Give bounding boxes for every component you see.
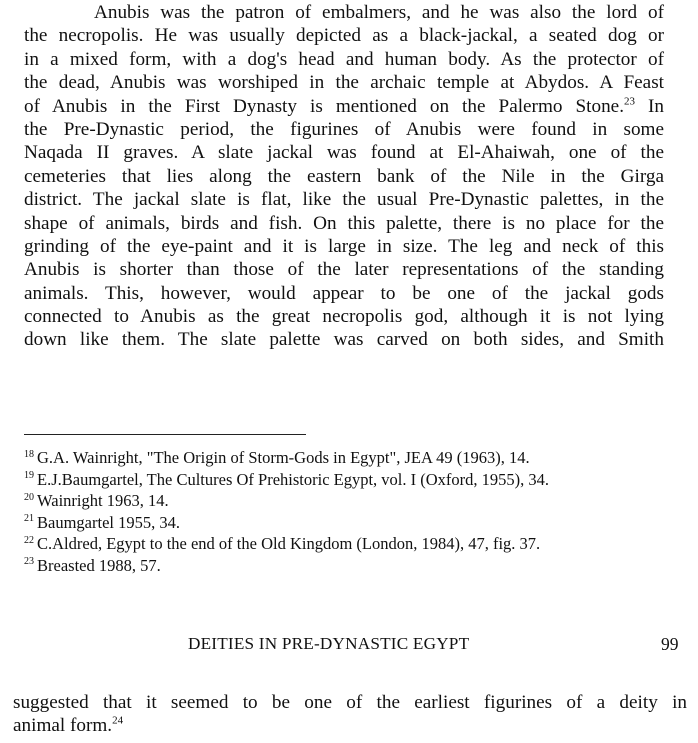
footnote-23	[24, 555, 684, 577]
footnotes	[24, 447, 684, 577]
footnote-separator	[24, 434, 306, 435]
footnote-text: Wainright 1963, 14.	[37, 491, 169, 511]
footnote-22	[24, 533, 684, 555]
paragraph-line: animals. This, however, would appear to be one of the jackal gods	[24, 282, 664, 304]
paragraph-line	[24, 95, 664, 118]
paragraph-line: cemeteries that lies along the eastern bank of the Nile in the Girga	[24, 165, 664, 187]
paragraph-line: connected to Anubis as the great necropolis god, although it is not lying	[24, 306, 664, 328]
footnote-text: Baumgartel 1955, 34.	[37, 512, 180, 532]
footnote-19	[24, 469, 684, 491]
footnote-number: 21	[24, 513, 34, 525]
footnote-text: E.J.Baumgartel, The Cultures Of Prehistoric Egypt, vol. I (Oxford, 1955), 34.	[37, 469, 550, 489]
paragraph-line: in a mixed form, with a dog's head and human body. As the protector of	[24, 48, 664, 70]
footnote-20	[24, 490, 684, 512]
footnote-text: G.A. Wainright, "The Origin of Storm-Gods in Egypt", JEA 49 (1963), 14.	[37, 448, 530, 467]
page-number: 99	[661, 634, 679, 654]
continuation-paragraph	[13, 691, 687, 738]
paragraph-line: district. The jackal slate is flat, like the usual Pre-Dynastic palettes, in the	[24, 189, 664, 211]
footnote-number: 18	[24, 448, 34, 460]
footnote-number: 22	[24, 534, 34, 546]
footnote-21	[24, 512, 684, 534]
footnote-reference: 23	[624, 95, 635, 108]
paragraph-line: the dead, Anubis was worshiped in the archaic temple at Abydos. A Feast	[24, 72, 664, 94]
paragraph-line: the Pre-Dynastic period, the figurines of Anubis were found in some	[24, 118, 664, 140]
paragraph-line: down like them. The slate palette was carved on both sides, and Smith	[24, 329, 664, 351]
running-head: DEITIES IN PRE-DYNASTIC EGYPT	[188, 634, 470, 653]
footnote-text: C.Aldred, Egypt to the end of the Old Kingdom (London, 1984), 47, fig. 37.	[37, 534, 541, 554]
main-paragraph	[24, 1, 664, 352]
paragraph-line: Naqada II graves. A slate jackal was found at El-Ahaiwah, one of the	[24, 142, 664, 164]
footnote-18	[24, 447, 684, 469]
footnote-text: Breasted 1988, 57.	[37, 555, 161, 575]
paragraph-line: the necropolis. He was usually depicted as a black-jackal, a seated dog or	[24, 25, 664, 47]
paragraph-line: suggested that it seemed to be one of the earliest figurines of a deity in	[13, 692, 687, 713]
paragraph-line-text: of Anubis in the First Dynasty is mentioned on the Palermo Stone.	[24, 95, 624, 117]
paragraph-line-text: animal form.	[13, 715, 113, 737]
paragraph-line: Anubis was the patron of embalmers, and he was also the lord of	[94, 2, 664, 23]
footnote-number: 20	[24, 491, 34, 503]
paragraph-line: Anubis is shorter than those of the later representations of the standing	[24, 259, 664, 281]
paragraph-line-tail: In	[648, 95, 665, 117]
paragraph-line: grinding of the eye-paint and it is large in size. The leg and neck of this	[24, 235, 664, 257]
paragraph-line: shape of animals, birds and fish. On this palette, there is no place for the	[24, 212, 664, 234]
paragraph-line	[13, 714, 687, 737]
footnote-number: 19	[24, 470, 34, 482]
footnote-number: 23	[24, 556, 34, 568]
footnote-reference: 24	[112, 715, 124, 727]
